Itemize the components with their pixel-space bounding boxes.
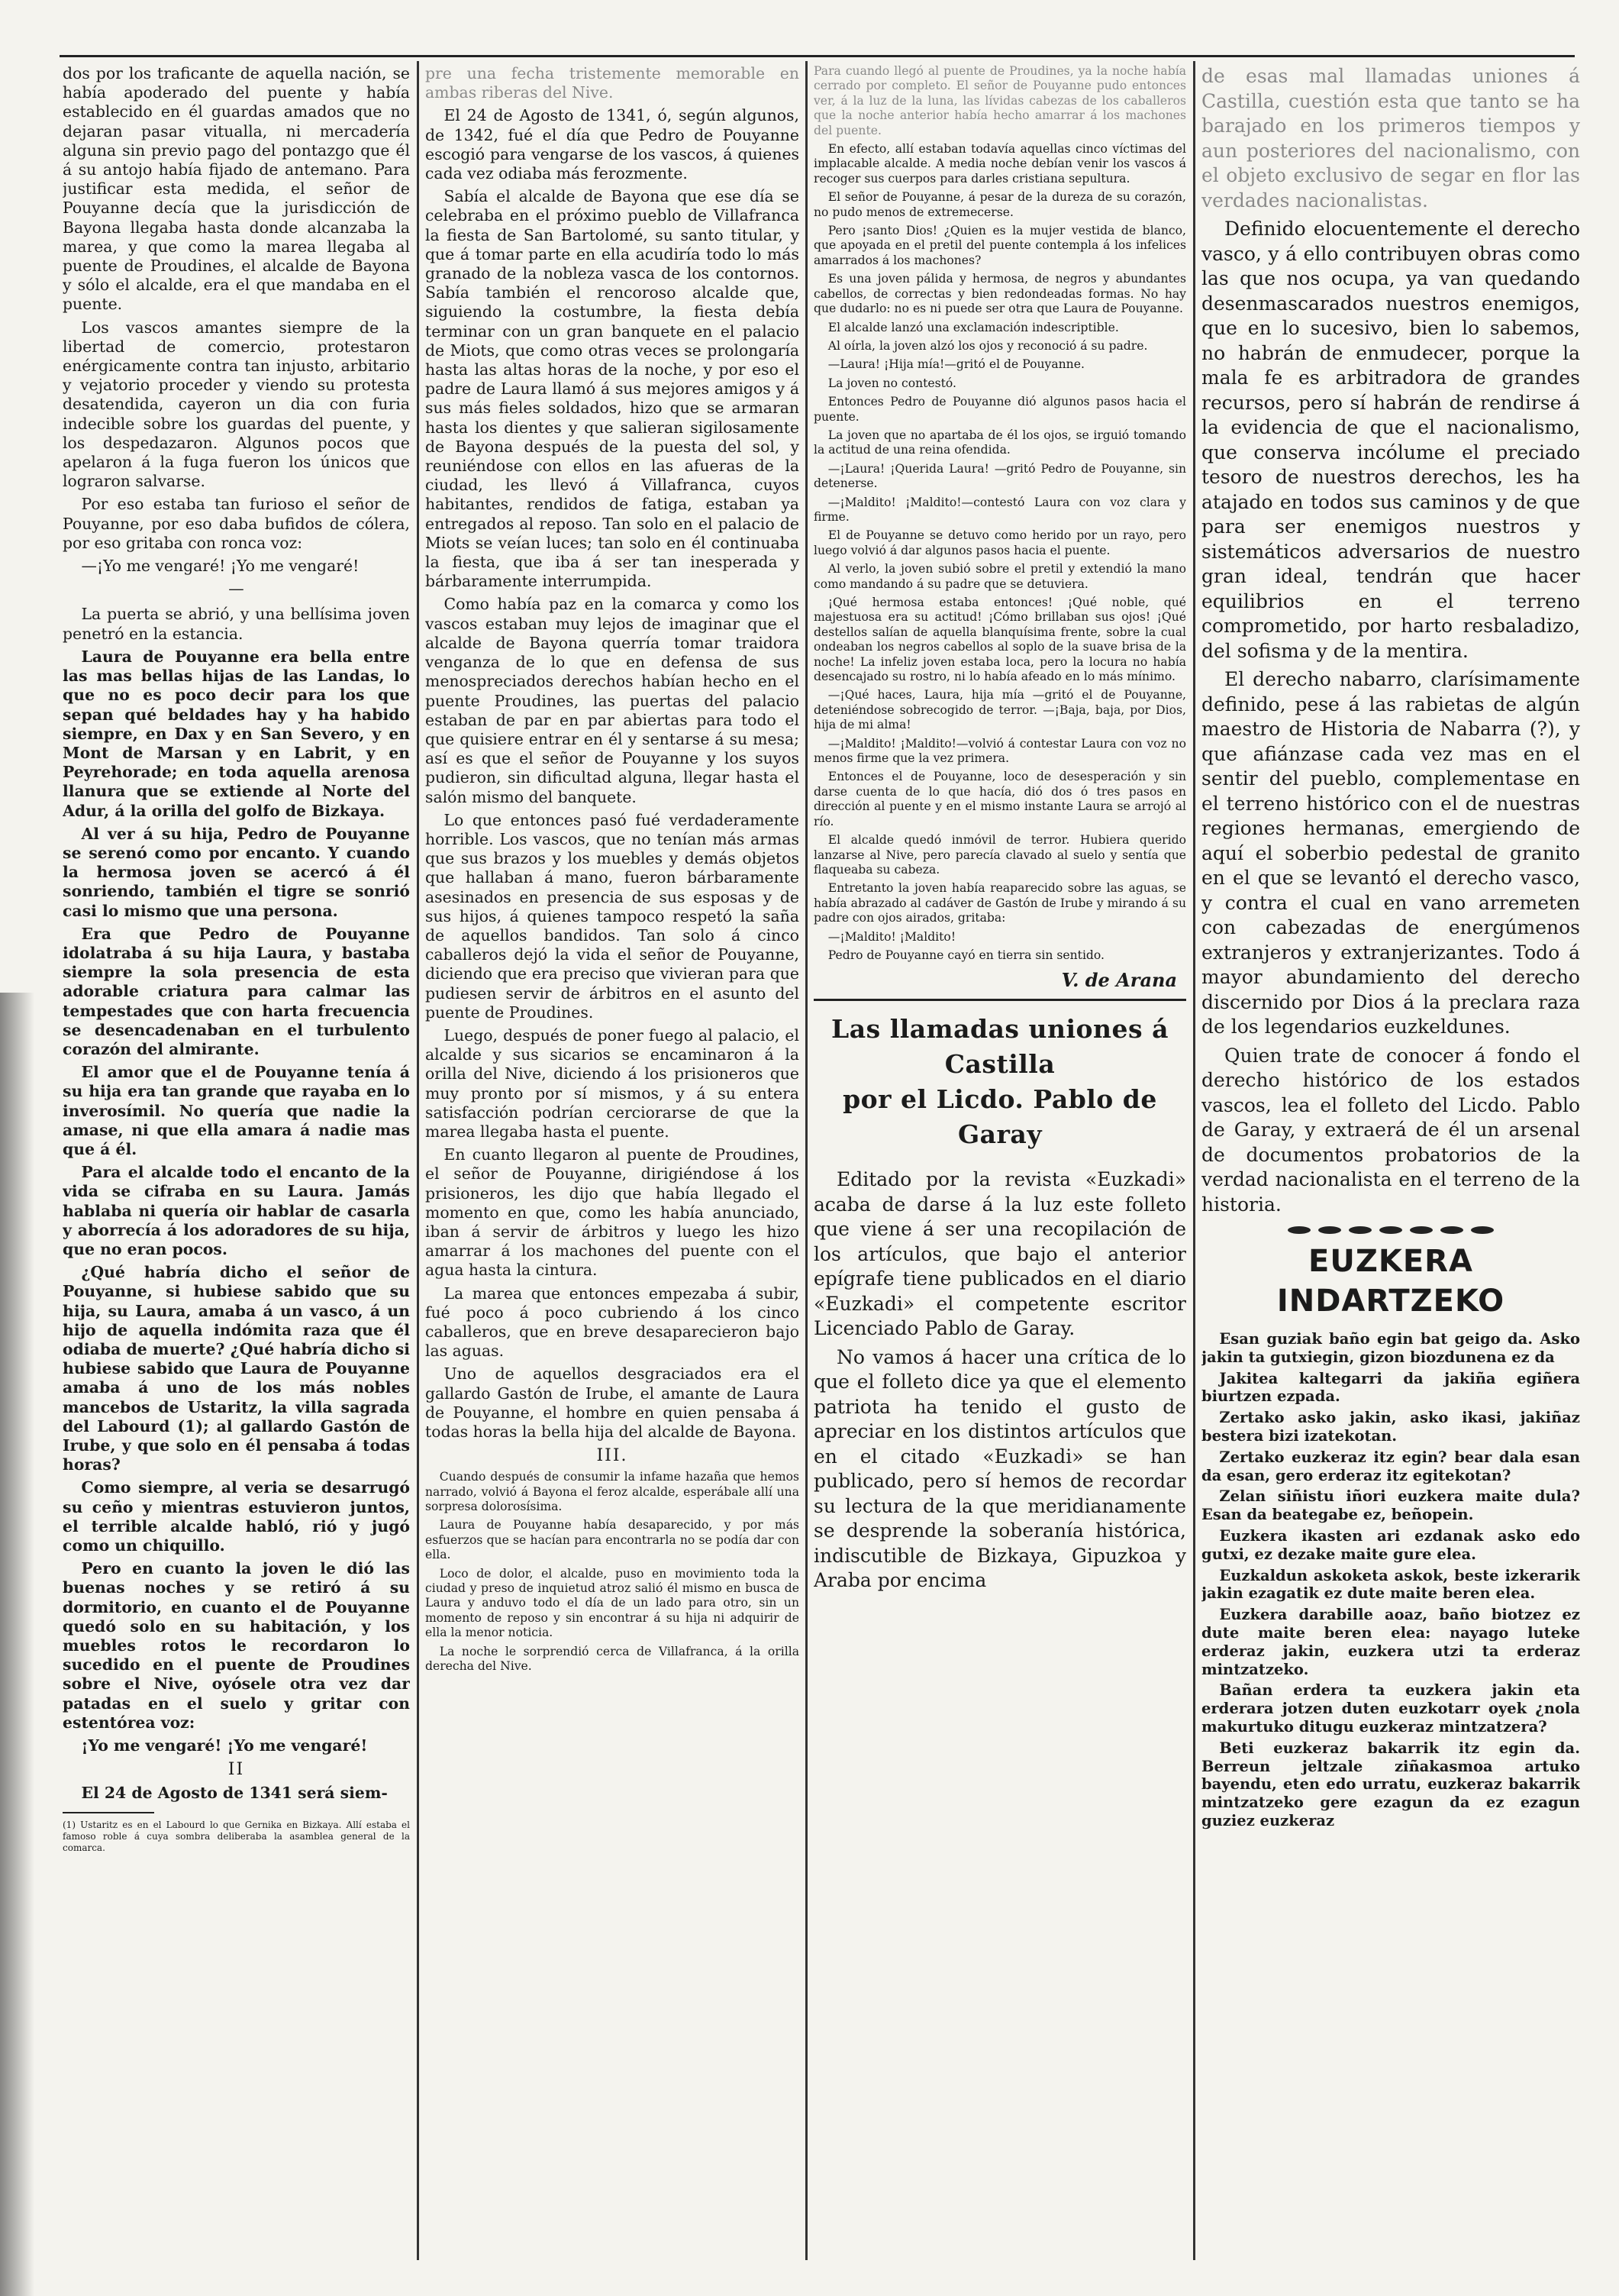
paragraph: Zertako asko jakin, asko ikasi, jakiñaz bestera bizi izatekotan. — [1201, 1409, 1580, 1445]
paragraph: Sabía el alcalde de Bayona que ese día se celebraba en el próximo pueblo de Villafranca la fiesta de San Bartolomé, su santo titular, y que á tomar parte en ella acudiría todo lo más granado de la nobleza vasca de los contornos. Sabía también el rencoroso alcalde que, siguiendo la costumbre, la fiesta debía terminar con un gran banquete en el palacio de Miots, que como otras veces se prolongaría hasta las altas horas de la noche, y por eso el padre de Laura llamó á sus mejores amigos y á sus más fieles soldados, hizo que se armaran hasta los dientes y que salieran sigilosamente de Bayona después de la puesta del sol, y reuniéndose con ellos en las afueras de la ciudad, les llevó á Villafranca, cuyos habitantes, rendidos de fatiga, estaban ya entregados al reposo. Tan solo en el palacio de Miots se veían luces; tan solo en él continuaba la fiesta, que iba á ser tan inesperada y bárbaramente interrumpida. — [425, 187, 799, 591]
paragraph: Entonces el de Pouyanne, loco de desesperación y sin darse cuenta de lo que hacía, dió dos ó tres pasos en dirección al puente y en el mismo instante Laura se arrojó al río. — [814, 770, 1186, 828]
footnote-rule — [63, 1812, 154, 1813]
paragraph: La joven no contestó. — [827, 376, 956, 390]
paragraph: Jakitea kaltegarri da jakiña egiñera biurtzen ezpada. — [1201, 1369, 1580, 1406]
paragraph: —¡Maldito! ¡Maldito!—contestó Laura con voz clara y firme. — [814, 495, 1186, 524]
paragraph: El 24 de Agosto de 1341, ó, según algunos, de 1342, fué el día que Pedro de Pouyanne escogió para vengarse de los vascos, á quienes cada vez odiaba más ferozmente. — [425, 106, 799, 183]
ornament-dot — [1410, 1226, 1433, 1234]
paragraph: —¡Laura! ¡Querida Laura! —gritó Pedro de Pouyanne, sin detenerse. — [814, 461, 1186, 491]
paragraph: Cuando después de consumir la infame hazaña que hemos narrado, volvió á Bayona el feroz alcalde, esperábale allí una sorpresa dolorosísima. — [425, 1470, 799, 1514]
paragraph: Euzkera darabille aoaz, baño biotzez ez dute maite beren elea: nayago luteke erderaz jakin, euzkera utzi ta erderaz mintzatzeko. — [1201, 1606, 1580, 1678]
paragraph: El alcalde lanzó una exclamación indescriptible. — [827, 320, 1119, 334]
paragraph: Al oírla, la joven alzó los ojos y reconoció á su padre. — [827, 338, 1148, 353]
section-numeral: II — [227, 1760, 245, 1780]
section-rule — [814, 999, 1186, 1001]
column-divider — [417, 61, 419, 2260]
paragraph: El amor que el de Pouyanne tenía á su hija era tan grande que rayaba en lo inverosímil. No quería que nadie la amase, ni que ella amara á nadie mas que á él. — [63, 1063, 410, 1158]
paragraph: Luego, después de poner fuego al palacio, el alcalde y sus sicarios se encaminaron á la orilla del Nive, diciendo á los prisioneros que muy pronto por sí mismos, y á su entera satisfacción podrían cerciorarse de que la marea llegaba hasta el puente. — [425, 1025, 799, 1141]
paragraph: —¡Maldito! ¡Maldito! — [827, 929, 956, 944]
paragraph: Entretanto la joven había reaparecido sobre las aguas, se había abrazado al cadáver de Gastón de Irube y mirando á su padre con ojos airados, gritaba: — [814, 881, 1186, 925]
headline-line: Las llamadas uniones á Castilla — [831, 1014, 1169, 1080]
paragraph: Por eso estaba tan furioso el señor de Pouyanne, por eso daba bufidos de cólera, por eso gritaba con ronca voz: — [63, 495, 410, 552]
page-edge-shadow — [0, 993, 34, 2296]
paragraph: Para el alcalde todo el encanto de la vida se cifraba en su Laura. Jamás hablaba ni quería oir hablar de casarla y aborrecía á los adoradores de su hija, que no eran pocos. — [63, 1163, 410, 1258]
paragraph: Definido elocuentemente el derecho vasco, y á ello contribuyen obras como las que nos ocupa, ya van quedando desenmascarados nuestros enemigos, que en lo sucesivo, bien lo sabemos, no habrán de enmudecer, porque la mala fe es arbitradora de grandes recursos, pero sí habrán de rendirse á la evidencia de que el nacionalismo, que conserva incólume el preciado tesoro de nuestros derechos, les ha atajado en todos sus caminos y de que para ser enemigos nuestros y sistemáticos adversarios de nuestro gran ideal, tendrán que hacer equilibrios en el terreno comprometido, por harto resbaladizo, del sofisma y de la mentira. — [1201, 218, 1580, 662]
section-dash: — — [228, 580, 244, 599]
paragraph: No vamos á hacer una crítica de lo que el folleto dice ya que el elemento patriota ha tenido el gusto de apreciar en los distintos artículos que en el citado «Euzkadi» se han publicado, pero sí hemos de recordar su lectura de la que meridianamente se desprende la soberanía histórica, indiscutible de Bizkaya, Gipuzkoa y Araba por encima — [814, 1345, 1186, 1592]
paragraph: —¡Yo me vengaré! ¡Yo me vengaré! — [81, 557, 360, 576]
paragraph: —Laura! ¡Hija mía!—gritó el de Pouyanne. — [827, 357, 1085, 372]
paragraph: Euzkera ikasten ari ezdanak asko edo gutxi, ez dezake maite gure elea. — [1201, 1526, 1580, 1563]
paragraph: —¡Qué haces, Laura, hija mía —gritó el de Pouyanne, deteniéndose sobrecogido de terror. —¡Baja, baja, por Dios, hija de mi alma! — [814, 688, 1186, 732]
paragraph: El señor de Pouyanne, á pesar de la dureza de su corazón, no pudo menos de extremecerse. — [814, 190, 1186, 219]
paragraph: Quien trate de conocer á fondo el derecho histórico de los estados vascos, lea el folleto del Licdo. Pablo de Garay, y extraerá de él un arsenal de documentos probatorios de la verdad nacionalista en el terreno de la historia. — [1201, 1044, 1580, 1216]
paragraph: Los vascos amantes siempre de la libertad de comercio, protestaron enérgicamente contra tan injusto, arbitario y vejatorio proceder y viendo su protesta desatendida, cayeron un dia con furia indecible sobre los guardas del puente, y los despedazaron. Algunos pocos que apelaron á la fuga fueron los únicos que lograron salvarse. — [63, 318, 410, 491]
paragraph: Es una joven pálida y hermosa, de negros y abundantes cabellos, de correctas y bien redondeadas formas. No hay que dudarlo: no es ni puede ser otra que Laura de Pouyanne. — [814, 272, 1186, 316]
headline-line: por el Licdo. Pablo de Garay — [843, 1084, 1157, 1150]
paragraph: Euzkaldun askoketa askok, beste izkerarik jakin ezagatik ez dute maite beren elea. — [1201, 1566, 1580, 1603]
author-signature: V. de Arana — [1061, 969, 1177, 992]
paragraph: —¡Maldito! ¡Maldito!—volvió á contestar Laura con voz no menos firme que la vez primera. — [814, 736, 1186, 766]
paragraph: Para cuando llegó al puente de Proudines, ya la noche había cerrado por completo. El señor de Pouyanne pudo entonces ver, á la luz de la luna, las lívidas cabezas de los caballeros que la noche anterior había hecho amarrar á los machones del puente. — [814, 64, 1186, 137]
paragraph: Esan guziak baño egin bat geigo da. Asko jakin ta gutxiegin, gizon biozdunena ez da — [1201, 1330, 1580, 1366]
paragraph: Era que Pedro de Pouyanne idolatraba á su hija Laura, y bastaba siempre la sola presencia de esta adorable criatura para calmar las tempestades que con harta frecuencia se desencadenaban en el turbulento corazón del almirante. — [63, 924, 410, 1058]
paragraph: pre una fecha tristemente memorable en ambas riberas del Nive. — [425, 64, 799, 102]
ornament-dot — [1471, 1226, 1494, 1234]
column-4 — [1201, 64, 1580, 2263]
paragraph: Editado por la revista «Euzkadi» acaba de darse á la luz este folleto que viene á ser una recopilación de los artículos, que bajo el anterior epígrafe tiene publicados en el diario «Euzkadi» el competente escritor Licenciado Pablo de Garay. — [814, 1168, 1186, 1340]
ornament-dot — [1349, 1226, 1372, 1234]
paragraph: La noche le sorprendió cerca de Villafranca, á la orilla derecha del Nive. — [425, 1644, 799, 1674]
paragraph: Como había paz en la comarca y como los vascos estaban muy lejos de imaginar que el alcalde de Bayona querría tomar traidora venganza de lo que en defensa de sus menospreciados derechos habían hecho en el puente Proudines, las puertas del palacio estaban de par en par abiertas para todo el que quisiere entrar en él y sentarse á su mesa; así es que el señor de Pouyanne y los suyos pudieron, sin dificultad alguna, llegar hasta el salón mismo del banquete. — [425, 595, 799, 806]
paragraph: El derecho nabarro, clarísimamente definido, pese á las rabietas de algún maestro de Historia de Nabarra (?), y que afiánzase cada vez mas en el sentir del pueblo, complementase en el terreno histórico con el de nuestras regiones hermanas, emergiendo de aquí el soberbio pedestal de granito en el que se levantó el derecho vasco, y contra el cual en vano arremeten con cabezadas de energúmenos extranjeros y extranjerizantes. Todo á mayor abundamiento del derecho discernido por Dios á la preclara raza de los legendarios euzkeldunes. — [1201, 668, 1580, 1038]
ornament-dot — [1379, 1226, 1402, 1234]
paragraph: Pero en cuanto la joven le dió las buenas noches y se retiró á su dormitorio, en cuanto el de Pouyanne quedó solo en su habitación, y los muebles rotos le recordaron lo sucedido en el puente de Proudines sobre el Nive, oyósele otra vez dar patadas en el suelo y gritar con estentórea voz: — [63, 1559, 410, 1732]
ornament-dot — [1318, 1226, 1341, 1234]
paragraph: La joven que no apartaba de él los ojos, se irguió tomando la actitud de una reina ofendida. — [814, 428, 1186, 457]
column-divider — [805, 61, 808, 2260]
paragraph: Pedro de Pouyanne cayó en tierra sin sentido. — [827, 948, 1105, 962]
paragraph: El 24 de Agosto de 1341 será siem- — [81, 1784, 388, 1803]
paragraph: Al ver á su hija, Pedro de Pouyanne se serenó como por encanto. Y cuando la hermosa joven se acercó á él sonriendo, también el tigre se sonrió casi lo mismo que una persona. — [63, 824, 410, 920]
column-1 — [63, 64, 410, 2263]
paragraph: Zelan siñistu iñori euzkera maite dula? Esan da beategabe ez, beñopein. — [1201, 1487, 1580, 1524]
ornament-dot — [1288, 1226, 1311, 1234]
paragraph: Lo que entonces pasó fué verdaderamente horrible. Los vascos, que no tenían más armas que sus brazos y los muebles y demás objetos que hallaban á mano, fueron bárbaramente asesinados en presencia de sus esposas y de sus hijos, á quienes tampoco respetó la saña de aquellos bandidos. Tan solo á cinco caballeros dejó la vida el señor de Pouyanne, diciendo que era preciso que vivieran para que pudiesen servir de árbitros en el asunto del puente de Proudines. — [425, 810, 799, 1022]
paragraph: Uno de aquellos desgraciados era el gallardo Gastón de Irube, el amante de Laura de Pouyanne, el hombre en quien pensaba á todas horas la bella hija del alcalde de Bayona. — [425, 1364, 799, 1442]
paragraph: Entonces Pedro de Pouyanne dió algunos pasos hacia el puente. — [814, 395, 1186, 424]
top-rule — [60, 55, 1575, 57]
footnote: (1) Ustaritz es en el Labourd lo que Gernika en Bizkaya. Allí estaba el famoso roble á cuya sombra deliberaba la asamblea general de la comarca. — [63, 1820, 410, 1854]
paragraph: En cuanto llegaron al puente de Proudines, el señor de Pouyanne, dirigiéndose á los prisioneros, les dijo que había llegado el momento en que, como les había anunciado, iban á servir de árbitros y luego les hizo amarrar á los machones del puente con el agua hasta la cintura. — [425, 1145, 799, 1280]
paragraph: El alcalde quedó inmóvil de terror. Hubiera querido lanzarse al Nive, pero parecía clavado al suelo y sentía que flaqueaba su cabeza. — [814, 833, 1186, 877]
paragraph: Zertako euzkeraz itz egin? bear dala esan da esan, gero erderaz itz egitekotan? — [1201, 1448, 1580, 1484]
section-numeral: III. — [596, 1446, 628, 1466]
paragraph: El de Pouyanne se detuvo como herido por un rayo, pero luego volvió á dar algunos pasos hacia el puente. — [814, 528, 1186, 557]
paragraph: Pero ¡santo Dios! ¿Quien es la mujer vestida de blanco, que apoyada en el pretil del puente contempla á los infelices amarrados á los machones? — [814, 224, 1186, 267]
paragraph: En efecto, allí estaban todavía aquellas cinco víctimas del implacable alcalde. A media noche debían venir los vascos á recoger sus cuerpos para darles cristiana sepultura. — [814, 142, 1186, 186]
column-2 — [425, 64, 799, 2263]
paragraph: Beti euzkeraz bakarrik itz egin da. Berreun jeltzale ziñakasmoa artuko bayendu, eten edo urratu, euzkeraz bakarrik mintzatzeko gere ezagun da ez ezagun guziez euzkeraz — [1201, 1739, 1580, 1829]
paragraph: dos por los traficante de aquella nación, se había apoderado del puente y había establecido en él guardas amados que no dejaran pasar vitualla, ni mercadería alguna sin previo pago del pontazgo que él á su antojo había fijado de antemano. Para justificar esta medida, el señor de Pouyanne decía que la jurisdicción de Bayona llegaba hasta donde alcanzaba la marea, y que como la marea llegaba al puente de Proudines, el alcalde de Bayona y sólo el alcalde, era el que mandaba en el puente. — [63, 64, 410, 314]
paragraph: de esas mal llamadas uniones á Castilla, cuestión esta que tanto se ha barajado en los primeros tiempos y aun posteriores del nacionalismo, con el objeto exclusivo de segar en flor las verdades nacionalistas. — [1201, 65, 1580, 212]
ornament-dot — [1440, 1226, 1463, 1234]
paragraph: ¡Qué hermosa estaba entonces! ¡Qué noble, qué majestuosa era su actitud! ¡Cómo brillaban sus ojos! ¡Qué destellos salían de aquella blanquísima frente, sobre la cual ondeaban los negros cabellos al soplo de la suave brisa de la noche! La infeliz joven estaba loca, pero la locura no había desencajado su rostro, ni lo había afeado en lo más mínimo. — [814, 596, 1186, 684]
paragraph: Al verlo, la joven subió sobre el pretil y extendió la mano como mandando á su padre que se detuviera. — [814, 562, 1186, 591]
paragraph: La marea que entonces empezaba á subir, fué poco á poco cubriendo á los cinco caballeros, que en breve desaparecieron bajo las aguas. — [425, 1284, 799, 1361]
ornament-divider — [1201, 1226, 1580, 1234]
column-divider — [1193, 61, 1195, 2260]
euzkera-section-title: EUZKERA INDARTZEKO — [1276, 1244, 1505, 1319]
paragraph: ¿Qué habría dicho el señor de Pouyanne, si hubiese sabido que su hija, su Laura, amaba á un vasco, á un hijo de aquella indómita raza que él odiaba de muerte? ¿Qué habría dicho si hubiese sabido que Laura de Pouyanne amaba á uno de los más nobles mancebos de Ustaritz, la villa sagrada del Labourd (1); al gallardo Gastón de Irube, y que solo en él pensaba á todas horas? — [63, 1263, 410, 1474]
paragraph: Loco de dolor, el alcalde, puso en movimiento toda la ciudad y preso de inquietud atroz salió él mismo en busca de Laura y anduvo todo el día de un lado para otro, sin un momento de reposo y sin encontrar á su hija ni adquirir de ella la menor noticia. — [425, 1566, 799, 1640]
paragraph: Como siempre, al veria se desarrugó su ceño y mientras estuvieron juntos, el terrible alcalde habló, rió y jugó como un chiquillo. — [63, 1478, 410, 1555]
paragraph: Laura de Pouyanne era bella entre las mas bellas hijas de las Landas, lo que no es poco decir para los que sepan qué beldades hay y ha habido siempre, en Dax y en San Severo, y en Mont de Marsan y en Labrit, y en Peyrehorade; en toda aquella arenosa llanura que se extiende al Norte del Adur, á la orilla del golfo de Bizkaya. — [63, 647, 410, 820]
column-3 — [814, 64, 1186, 2263]
paragraph: ¡Yo me vengaré! ¡Yo me vengaré! — [81, 1736, 368, 1755]
paragraph: Laura de Pouyanne había desaparecido, y por más esfuerzos que se hacían para encontrarla no se podía dar con ella. — [425, 1518, 799, 1562]
paragraph: Bañan erdera ta euzkera jakin eta erderara jotzen duten euzkotarr oyek ¿nola makurtuko ditugu euzkeraz mintzatzera? — [1201, 1681, 1580, 1736]
article-headline — [814, 1012, 1186, 1152]
paragraph: La puerta se abrió, y una bellísima joven penetró en la estancia. — [63, 605, 410, 643]
